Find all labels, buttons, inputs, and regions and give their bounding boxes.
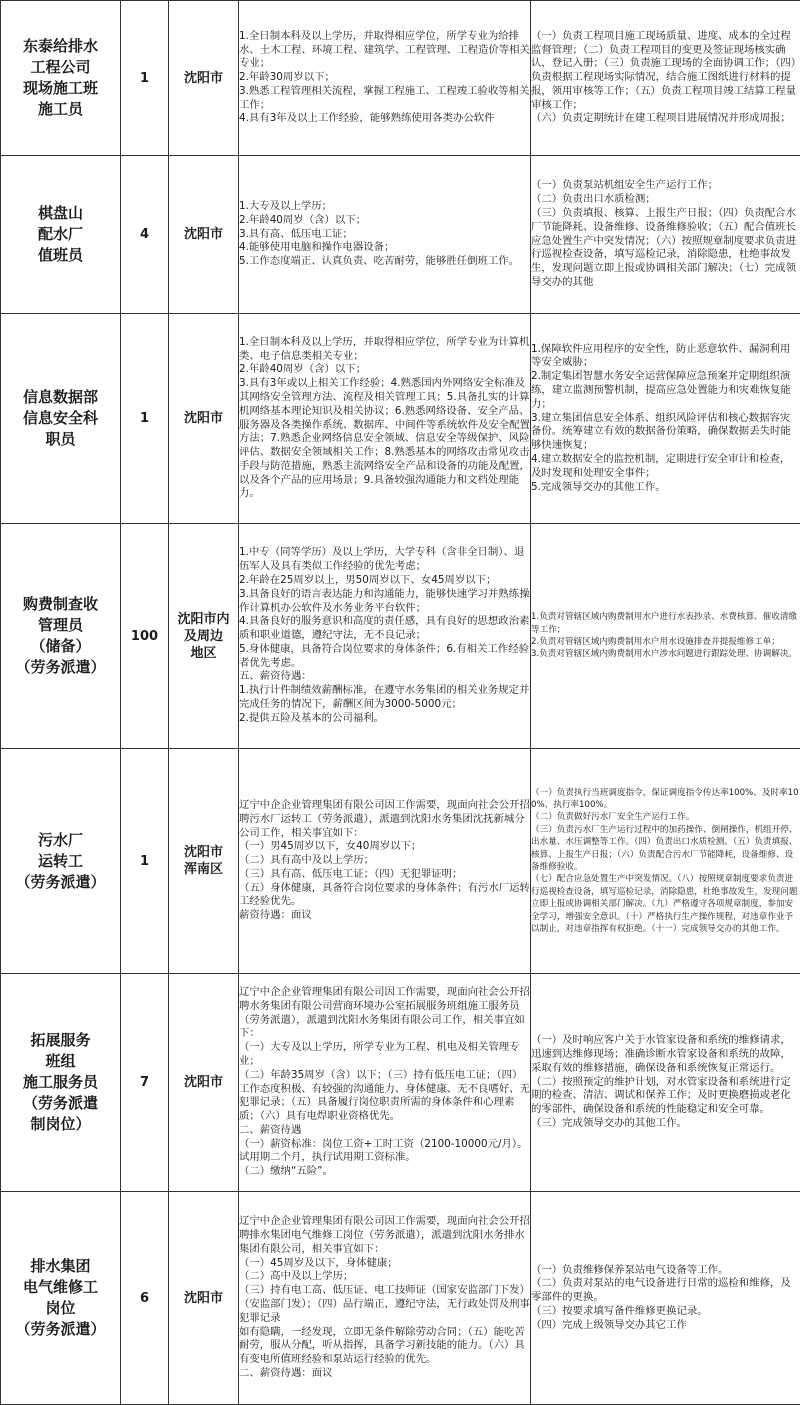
work-location: 沈阳市 (169, 1192, 239, 1405)
table-row (1, 749, 800, 974)
position-name: 信息数据部 信息安全科 职员 (1, 314, 121, 524)
headcount: 1 (121, 749, 169, 974)
work-location: 沈阳市内 及周边 地区 (169, 524, 239, 749)
position-name: 污水厂 运转工 （劳务派遣） (1, 749, 121, 974)
table-row (1, 156, 800, 314)
job-duties: （一）负责泵站机组安全生产运行工作； （二）负责出口水质检测； （三）负责填报、核算、上报生产日报；（四）负责配合水厂节能降耗、设备维修、设备维修验收；（五）配合值班长应急处置生产中突发情况；（六）按照规章制度要求负责进行巡视检查设备，填写巡检记录，消除隐患，杜绝事故发生，发现问题立即上报或协调相关部门解决；（七）完成领导交办的其他 (531, 156, 800, 314)
work-location: 沈阳市 (169, 1, 239, 156)
table-row (1, 974, 800, 1192)
work-location: 沈阳市 浑南区 (169, 749, 239, 974)
position-name: 东泰给排水 工程公司 现场施工班 施工员 (1, 1, 121, 156)
position-name: 拓展服务 班组 施工服务员 （劳务派遣 制岗位） (1, 974, 121, 1192)
work-location: 沈阳市 (169, 974, 239, 1192)
job-requirements: 1.全日制本科及以上学历，并取得相应学位，所学专业为给排水、土木工程、环境工程、建筑学、工程管理、工程造价等相关专业； 2.年龄30周岁以下； 3.熟悉工程管理相关流程，掌握工程施工、工程竣工验收等相关工作； 4.具有3年及以上工作经验，能够熟练使用各类办公软件 (239, 1, 531, 156)
table-row (1, 524, 800, 749)
job-requirements: 1.全日制本科及以上学历，并取得相应学位，所学专业为计算机类、电子信息类相关专业； 2.年龄40周岁（含）以下； 3.具有3年或以上相关工作经验；4.熟悉国内外网络安全标准及其网络安全管理方法、流程及相关管理工具；5.具备扎实的计算机网络基本理论知识及相关协议；6.熟悉网络设备、安全产品、服务器及各类操作系统、数据库、中间件等系统软件及安全配置方法；7.熟悉企业网络信息安全领域、信息安全等级保护、风险评估、数据安全领域相关工作；8.熟悉基本的网络攻击常见攻击手段与防范措施，熟悉主流网络安全产品和设备的功能及配置，以及各个产品的应用场景；9.具备较强沟通能力和文档处理能力。 (239, 314, 531, 524)
headcount: 6 (121, 1192, 169, 1405)
job-duties: 1.负责对管辖区域内购费制用水户进行水表抄录、水费核算、催收清缴等工作； 2.负责对管辖区域内购费制用水户用水设施排查并提报维修工单； 3.负责对管辖区域内购费制用水户涉水问题进行跟踪处理、协调解决。 (531, 524, 800, 749)
job-duties: （一）及时响应客户关于水管家设备和系统的维修请求，迅速到达维修现场；准确诊断水管家设备和系统的故障，采取有效的维修措施，确保设备和系统恢复正常运行。 （二）按照预定的维护计划，对水管家设备和系统进行定期的检查、清洁、调试和保养工作；及时更换磨损或老化的零部件，确保设备和系统的性能稳定和安全可靠。 （三）完成领导交办的其他工作。 (531, 974, 800, 1192)
table-row (1, 1192, 800, 1405)
job-requirements: 1.大专及以上学历； 2.年龄40周岁（含）以下； 3.具有高、低压电工证； 4.能够使用电脑和操作电器设备； 5.工作态度端正、认真负责、吃苦耐劳，能够胜任倒班工作。 (239, 156, 531, 314)
table-row (1, 1, 800, 156)
position-name: 购费制查收 管理员 （储备） （劳务派遣） (1, 524, 121, 749)
headcount: 4 (121, 156, 169, 314)
job-duties: （一）负责工程项目施工现场质量、进度、成本的全过程监督管理；（二）负责工程项目的变更及签证现场核实确认，登记入册；（三）负责施工现场的全面协调工作；（四）负责根据工程现场实际情况，结合施工图纸进行材料的提报，领用审核等工作；（五）负责工程项目竣工结算工程量审核工作； （六）负责定期统计在建工程项目进展情况并形成周报； (531, 1, 800, 156)
job-duties: 1.保障软件应用程序的安全性，防止恶意软件、漏洞利用等安全威胁； 2.制定集团智慧水务安全运营保障应急预案并定期组织演练，建立监测预警机制，提高应急处置能力和灾难恢复能力； 3.建立集团信息安全体系、组织风险评估和核心数据容灾备份。统筹建立有效的数据备份策略，确保数据丢失时能够快速恢复； 4.建立数据安全的监控机制，定期进行安全审计和检查，及时发现和处理安全事件； 5.完成领导交办的其他工作。 (531, 314, 800, 524)
table-row (1, 314, 800, 524)
position-name: 棋盘山 配水厂 值班员 (1, 156, 121, 314)
work-location: 沈阳市 (169, 314, 239, 524)
job-duties: （一）负责维修保养泵站电气设备等工作。 （二）负责对泵站的电气设备进行日常的巡检和维修，及零部件的更换。 （三）按要求填写备件维修更换记录。 （四）完成上级领导交办其它工作 (531, 1192, 800, 1405)
job-requirements: 辽宁中企企业管理集团有限公司因工作需要，现面向社会公开招聘污水厂运转工（劳务派遣），派遣到沈阳水务集团沈抚新城分公司工作，相关事宜如下： （一）男45周岁以下，女40周岁以下； （二）具有高中及以上学历； （三）具有高、低压电工证；（四）无犯罪证明； （五）身体健康，具备符合岗位要求的身体条件；有污水厂运转工经验优先。 薪资待遇：面议 (239, 749, 531, 974)
job-duties: （一）负责执行当班调度指令，保证调度指令传达率100%、及时率100%、执行率100%。 （二）负责做好污水厂安全生产运行工作。 （三）负责污水厂生产运行过程中的加药操作、倒闸操作，机组开停、出水量、水压调整等工作。（四）负责出口水质检测。（五）负责填报、核算、上报生产日报；（六）负责配合污水厂节能降耗，设备维修、设备维修验收。 （七）配合应急处置生产中突发情况。（八）按照规章制度要求负责进行巡视检查设备，填写巡检记录，消除隐患，杜绝事故发生，发现问题立即上报或协调相关部门解决。（九）严格遵守各项规章制度，参加安全学习，增强安全意识。（十）严格执行生产操作规程，对违章作业予以制止，对违章指挥有权拒绝。（十一）完成领导交办的其他工作。 (531, 749, 800, 974)
headcount: 7 (121, 974, 169, 1192)
position-name: 排水集团 电气维修工 岗位 （劳务派遣） (1, 1192, 121, 1405)
work-location: 沈阳市 (169, 156, 239, 314)
job-requirements: 辽宁中企企业管理集团有限公司因工作需要，现面向社会公开招聘水务集团有限公司营商环境办公室拓展服务班组施工服务员（劳务派遣），派遣到沈阳水务集团有限公司工作，相关事宜如下： （一）大专及以上学历，所学专业为工程、机电及相关管理专业； （二）年龄35周岁（含）以下；（三）持有低压电工证；（四）工作态度积极、有较强的沟通能力、身体健康、无不良嗜好、无犯罪记录；（五）具备履行岗位职责所需的身体条件和心理素质；（六）具有电焊职业资格优先。 二、薪资待遇 （一）薪资标准：岗位工资+工时工资（2100-10000元/月）。试用期二个月，执行试用期工资标准。 （二）缴纳“五险”。 (239, 974, 531, 1192)
job-requirements: 1.中专（同等学历）及以上学历，大学专科（含非全日制）、退伍军人及具有类似工作经验的优先考虑； 2.年龄在25周岁以上，男50周岁以下、女45周岁以下； 3.具备良好的语言表达能力和沟通能力，能够快速学习并熟练操作计算机办公软件及水务业务平台软件； 4.具备良好的服务意识和高度的责任感，具有良好的思想政治素质和职业道德，遵纪守法，无不良记录； 5.身体健康，具备符合岗位要求的身体条件；6.有相关工作经验者优先考虑。 五、薪资待遇： 1.执行计件制绩效薪酬标准，在遵守水务集团的相关业务规定并完成任务的情况下，薪酬区间为3000-5000元； 2.提供五险及基本的公司福利。 (239, 524, 531, 749)
headcount: 100 (121, 524, 169, 749)
headcount: 1 (121, 1, 169, 156)
headcount: 1 (121, 314, 169, 524)
job-requirements: 辽宁中企企业管理集团有限公司因工作需要，现面向社会公开招聘排水集团电气维修工岗位（劳务派遣），派遣到沈阳水务排水集团有限公司，相关事宜如下： （一）45周岁及以下，身体健康； （二）高中及以上学历； （三）持有电工高、低压证、电工技师证（国家安监部门下发）（安监部门发）；（四）品行端正，遵纪守法，无行政处罚及刑事犯罪记录 如有隐瞒，一经发现，立即无条件解除劳动合同；（五）能吃苦耐劳，服从分配，听从指挥，具备学习新技能的能力。（六）具有变电所值班经验和泵站运行经验的优先。 二、薪资待遇：面议 (239, 1192, 531, 1405)
